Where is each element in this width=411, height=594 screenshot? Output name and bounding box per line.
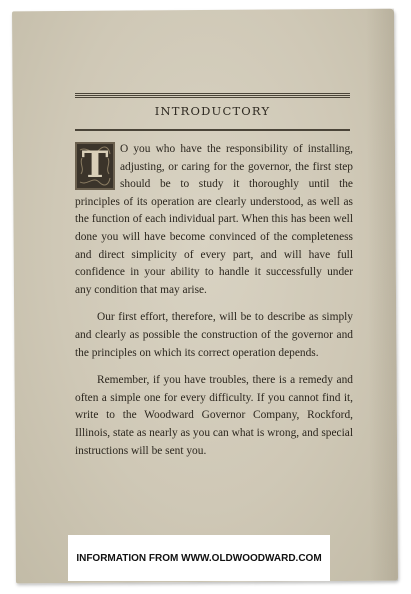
drop-cap: [75, 142, 115, 190]
section-heading: INTRODUCTORY: [154, 104, 271, 118]
paragraph-1: O you who have the responsibility of installing, adjusting, or caring for the governor, the first step should be to study it thoroughly until the principles of its operation are clearly understood, as well as the function of each individual part. When this has been well done you will have become convinced of the completeness and direct simplicity of every part, and will have full confidence in your ability to handle it successfully under any condition that may arise.: [75, 143, 353, 296]
paragraph-3: Remember, if you have troubles, there is a remedy and often a simple one for every difficulty. If you cannot find it, write to the Woodward Governor Company, Rockford, Illinois, state as nearly as you can what is wrong, and special instructions will be sent you.: [75, 374, 353, 457]
source-banner: [68, 535, 330, 581]
drop-cap-letter: T: [81, 144, 109, 187]
heading-rule-bottom: [75, 129, 350, 131]
heading-rule-top: [75, 93, 350, 98]
paragraph-2: Our first effort, therefore, will be to describe as simply and clearly as possible the construction of the governor and the principles on which its correct operation depends.: [75, 311, 353, 359]
source-banner-text: INFORMATION FROM WWW.OLDWOODWARD.COM: [76, 552, 322, 564]
body-text: [75, 141, 353, 470]
